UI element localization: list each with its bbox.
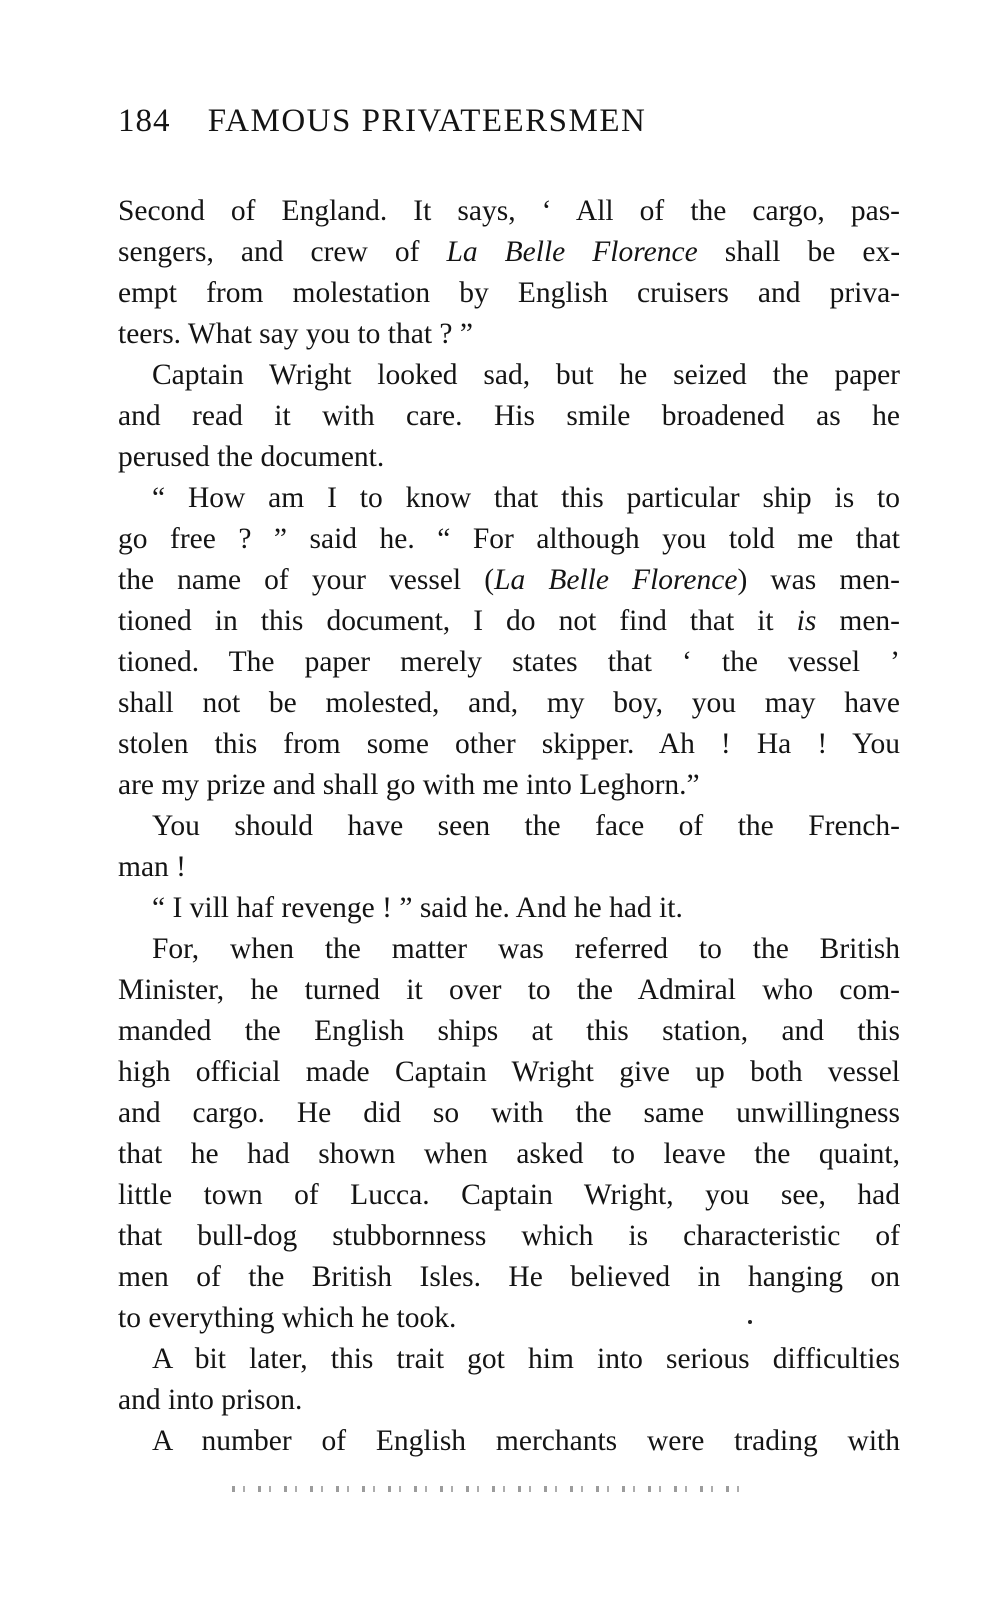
- text-line: and cargo. He did so with the same unwillingness: [118, 1097, 900, 1129]
- text-line: A bit later, this trait got him into serious difficulties: [152, 1343, 900, 1375]
- text-line: the name of your vessel (La Belle Florence) was men-: [118, 564, 900, 596]
- text-line: You should have seen the face of the French-: [152, 810, 900, 842]
- text-line: stolen this from some other skipper. Ah ! Ha ! You: [118, 728, 900, 760]
- text-line: go free ? ” said he. “ For although you told me that: [118, 523, 900, 555]
- page-number: 184: [118, 103, 171, 139]
- ship-name: La Belle Florence: [446, 236, 698, 268]
- text-line: that he had shown when asked to leave the quaint,: [118, 1138, 900, 1170]
- text-line: teers. What say you to that ? ”: [118, 318, 473, 350]
- body-text: [118, 191, 900, 1462]
- text-line: man !: [118, 851, 186, 883]
- text-line: and into prison.: [118, 1384, 303, 1416]
- text-line: Captain Wright looked sad, but he seized the paper: [152, 359, 900, 391]
- text-line: and read it with care. His smile broadened as he: [118, 400, 900, 432]
- emphasis: is: [796, 605, 817, 637]
- text-line: tioned. The paper merely states that ‘ the vessel ’: [118, 646, 900, 678]
- print-speck: [748, 1320, 752, 1324]
- text-line: Minister, he turned it over to the Admiral who com-: [118, 974, 900, 1006]
- text-line: shall not be molested, and, my boy, you may have: [118, 687, 900, 719]
- ship-name: La Belle Florence: [494, 564, 738, 596]
- next-line-cut-off: [232, 1486, 742, 1492]
- text-line: that bull-dog stubbornness which is characteristic of: [118, 1220, 900, 1252]
- text-line: manded the English ships at this station, and this: [118, 1015, 900, 1047]
- text-line: men of the British Isles. He believed in hanging on: [118, 1261, 900, 1293]
- text-line: tioned in this document, I do not find that it is men-: [118, 605, 900, 637]
- text-line: little town of Lucca. Captain Wright, you see, had: [118, 1179, 900, 1211]
- text-line: high official made Captain Wright give up both vessel: [118, 1056, 900, 1088]
- text-line: empt from molestation by English cruisers and priva-: [118, 277, 900, 309]
- text-line: “ I vill haf revenge ! ” said he. And he had it.: [152, 892, 683, 924]
- text-line: “ How am I to know that this particular ship is to: [152, 482, 900, 514]
- page-header: [118, 103, 908, 153]
- text-line: For, when the matter was referred to the British: [152, 933, 900, 965]
- text-line: are my prize and shall go with me into Leghorn.”: [118, 769, 700, 801]
- running-title: FAMOUS PRIVATEERSMEN: [207, 103, 647, 139]
- text-line: Second of England. It says, ‘ All of the cargo, pas-: [118, 195, 900, 227]
- text-line: perused the document.: [118, 441, 385, 473]
- text-line: to everything which he took.: [118, 1302, 457, 1334]
- text-line: A number of English merchants were trading with: [152, 1425, 900, 1457]
- text-line: sengers, and crew of La Belle Florence shall be ex-: [118, 236, 901, 268]
